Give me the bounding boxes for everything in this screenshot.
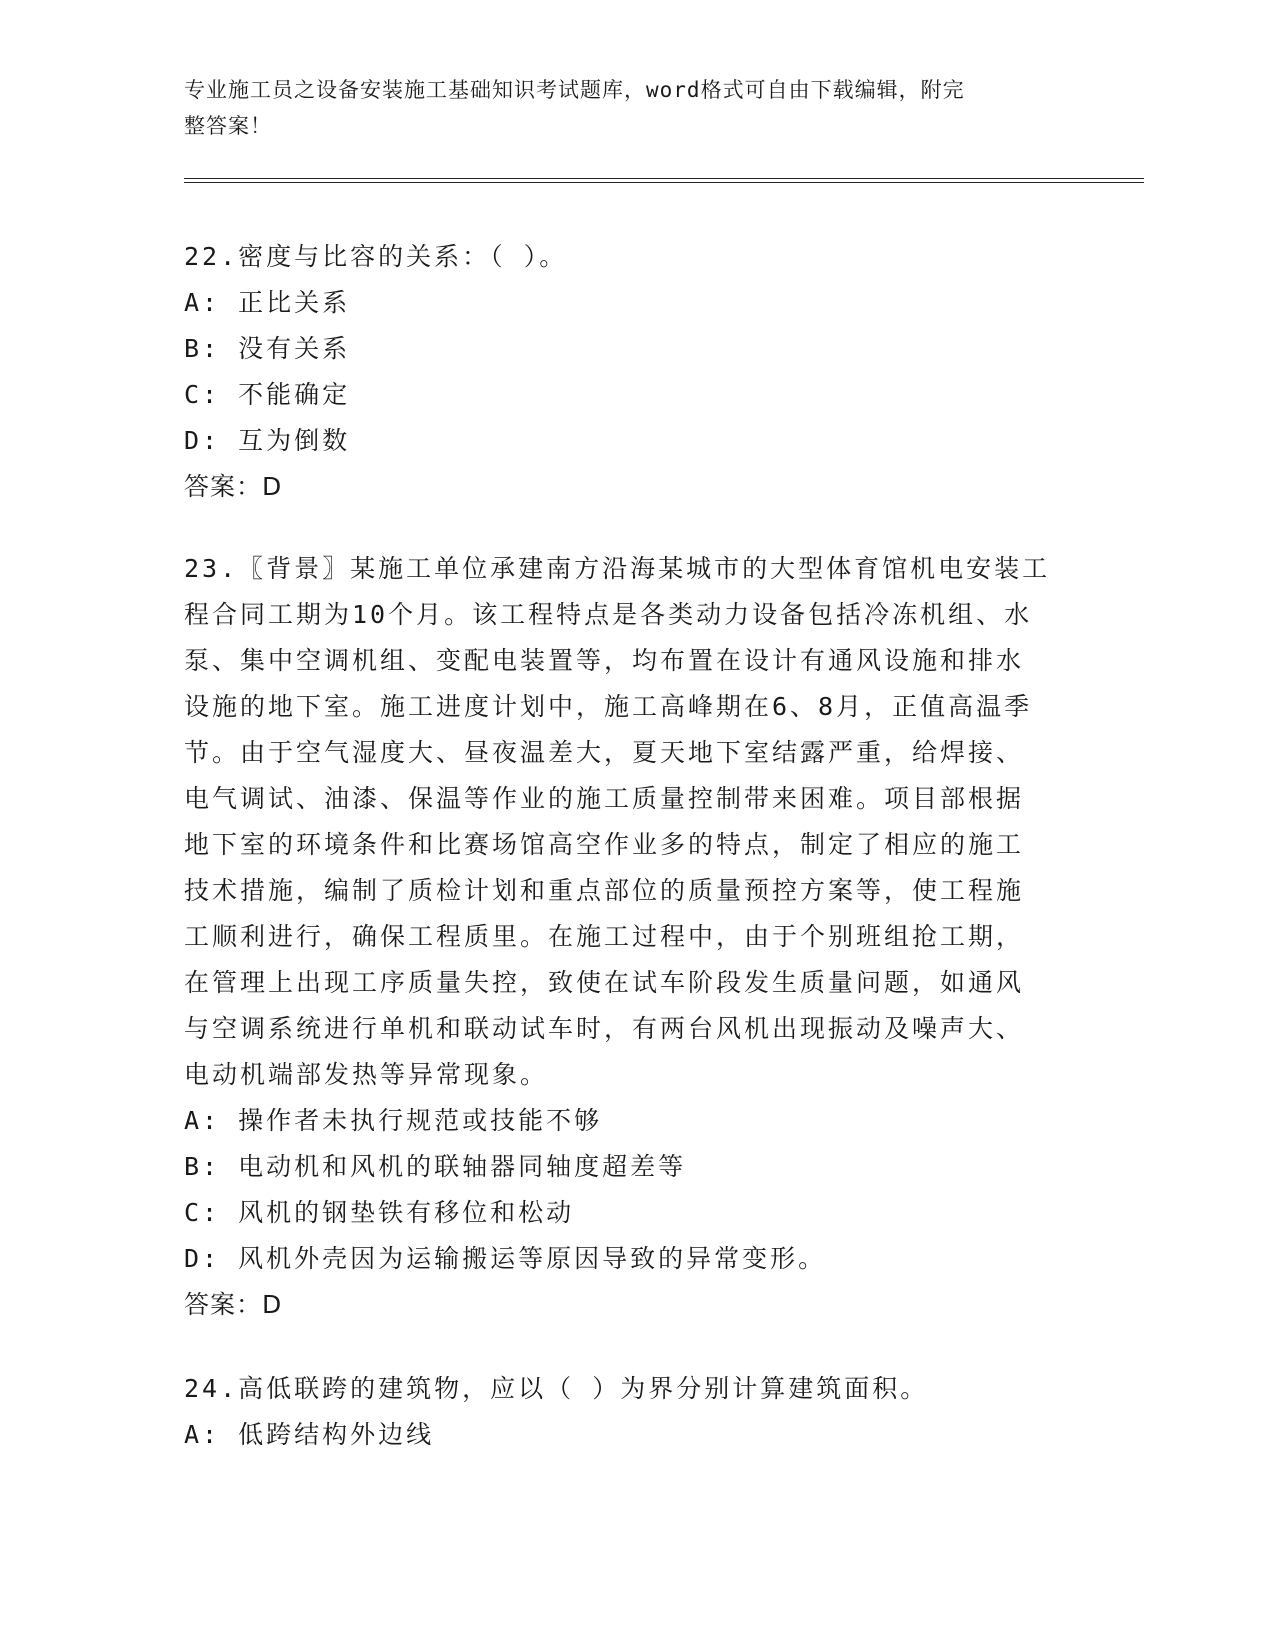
question-stem-line: 电动机端部发热等异常现象。: [184, 1060, 549, 1089]
question-stem-line: 地下室的环境条件和比赛场馆高空作业多的特点，制定了相应的施工: [184, 830, 1025, 859]
question-stem-line: 泵、集中空调机组、变配电装置等，均布置在设计有通风设施和排水: [184, 646, 1025, 675]
question-stem: 22.密度与比容的关系：（ ）。: [184, 242, 568, 271]
header-line-1: 专业施工员之设备安装施工基础知识考试题库，word格式可自由下载编辑，附完: [184, 78, 965, 102]
option-c: C: 不能确定: [184, 380, 351, 409]
option-a: A: 操作者未执行规范或技能不够: [184, 1106, 603, 1135]
question-24: [184, 1366, 1064, 1458]
header-divider-bottom: [184, 182, 1144, 183]
header-line-2: 整答案！: [184, 114, 272, 138]
question-stem-line: 设施的地下室。施工进度计划中，施工高峰期在6、8月，正值高温季: [184, 692, 1033, 721]
answer: 答案：D: [184, 1290, 283, 1319]
question-stem-line: 与空调系统进行单机和联动试车时，有两台风机出现振动及噪声大、: [184, 1014, 1025, 1043]
question-23: [184, 546, 1064, 1328]
question-stem-line: 工顺利进行，确保工程质里。在施工过程中，由于个别班组抢工期，: [184, 922, 1025, 951]
question-stem-line: 程合同工期为10个月。该工程特点是各类动力设备包括冷冻机组、水: [184, 600, 1033, 629]
question-stem-line: 23.〖背景〗某施工单位承建南方沿海某城市的大型体育馆机电安装工: [184, 554, 1051, 583]
question-stem-line: 节。由于空气湿度大、昼夜温差大，夏天地下室结露严重，给焊接、: [184, 738, 1025, 767]
option-c: C: 风机的钢垫铁有移位和松动: [184, 1198, 575, 1227]
option-b: B: 电动机和风机的联轴器同轴度超差等: [184, 1152, 687, 1181]
question-stem-line: 电气调试、油漆、保温等作业的施工质量控制带来困难。项目部根据: [184, 784, 1025, 813]
header-divider-top: [184, 178, 1144, 179]
question-stem: 24.高低联跨的建筑物，应以（ ）为界分别计算建筑面积。: [184, 1374, 929, 1403]
question-stem-line: 技术措施，编制了质检计划和重点部位的质量预控方案等，使工程施: [184, 876, 1025, 905]
option-b: B: 没有关系: [184, 334, 351, 363]
document-header: [184, 72, 1064, 144]
option-d: D: 风机外壳因为运输搬运等原因导致的异常变形。: [184, 1244, 827, 1273]
question-22: [184, 234, 1064, 510]
option-a: A: 正比关系: [184, 288, 351, 317]
option-a: A: 低跨结构外边线: [184, 1420, 435, 1449]
answer: 答案：D: [184, 472, 283, 501]
question-stem-line: 在管理上出现工序质量失控，致使在试车阶段发生质量问题，如通风: [184, 968, 1025, 997]
option-d: D: 互为倒数: [184, 426, 351, 455]
